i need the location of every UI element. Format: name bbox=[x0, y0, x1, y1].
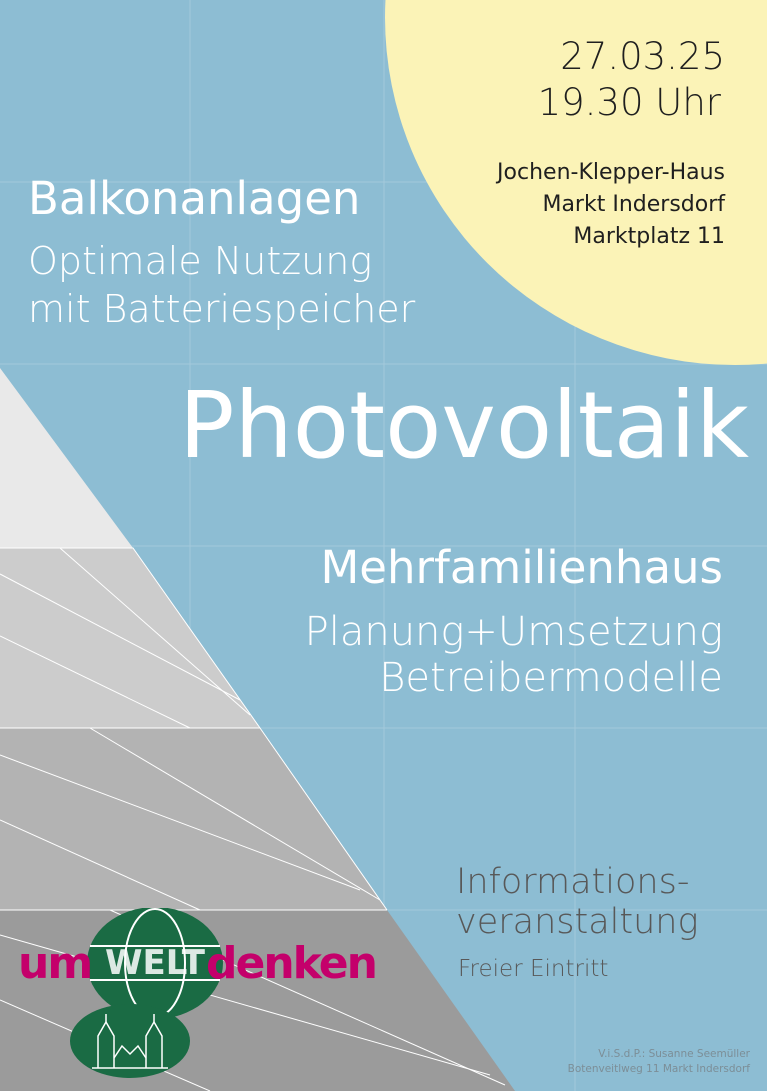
umwelt-denken-logo bbox=[18, 908, 388, 1083]
venue-address: Marktplatz 11 bbox=[573, 224, 725, 249]
venue-town: Markt Indersdorf bbox=[542, 192, 725, 217]
venue-name: Jochen-Klepper-Haus bbox=[497, 160, 725, 185]
logo-word-middle: WELT bbox=[105, 943, 205, 983]
info-line-1: Informations- bbox=[456, 862, 690, 902]
topic-balcony-line-1: Optimale Nutzung bbox=[28, 239, 373, 283]
topic-multifamily-line-2: Betreibermodelle bbox=[379, 655, 723, 701]
topic-balcony-title: Balkonanlagen bbox=[28, 172, 361, 225]
admission-note: Freier Eintritt bbox=[458, 956, 609, 982]
event-date: 27.03.25 bbox=[560, 35, 725, 78]
event-time: 19.30 Uhr bbox=[537, 81, 721, 124]
topic-multifamily-line-1: Planung+Umsetzung bbox=[304, 609, 723, 655]
headline: Photovoltaik bbox=[178, 372, 749, 479]
topic-multifamily-title: Mehrfamilienhaus bbox=[320, 541, 723, 594]
logo-word-right: denken bbox=[206, 938, 376, 989]
imprint-line-1: V.i.S.d.P.: Susanne Seemüller bbox=[598, 1048, 750, 1060]
logo-ground bbox=[70, 1004, 190, 1078]
topic-balcony-line-2: mit Batteriespeicher bbox=[28, 287, 416, 331]
logo-word-left: um bbox=[18, 938, 92, 989]
info-line-2: veranstaltung bbox=[456, 902, 699, 942]
imprint-line-2: Botenveitlweg 11 Markt Indersdorf bbox=[567, 1063, 750, 1075]
